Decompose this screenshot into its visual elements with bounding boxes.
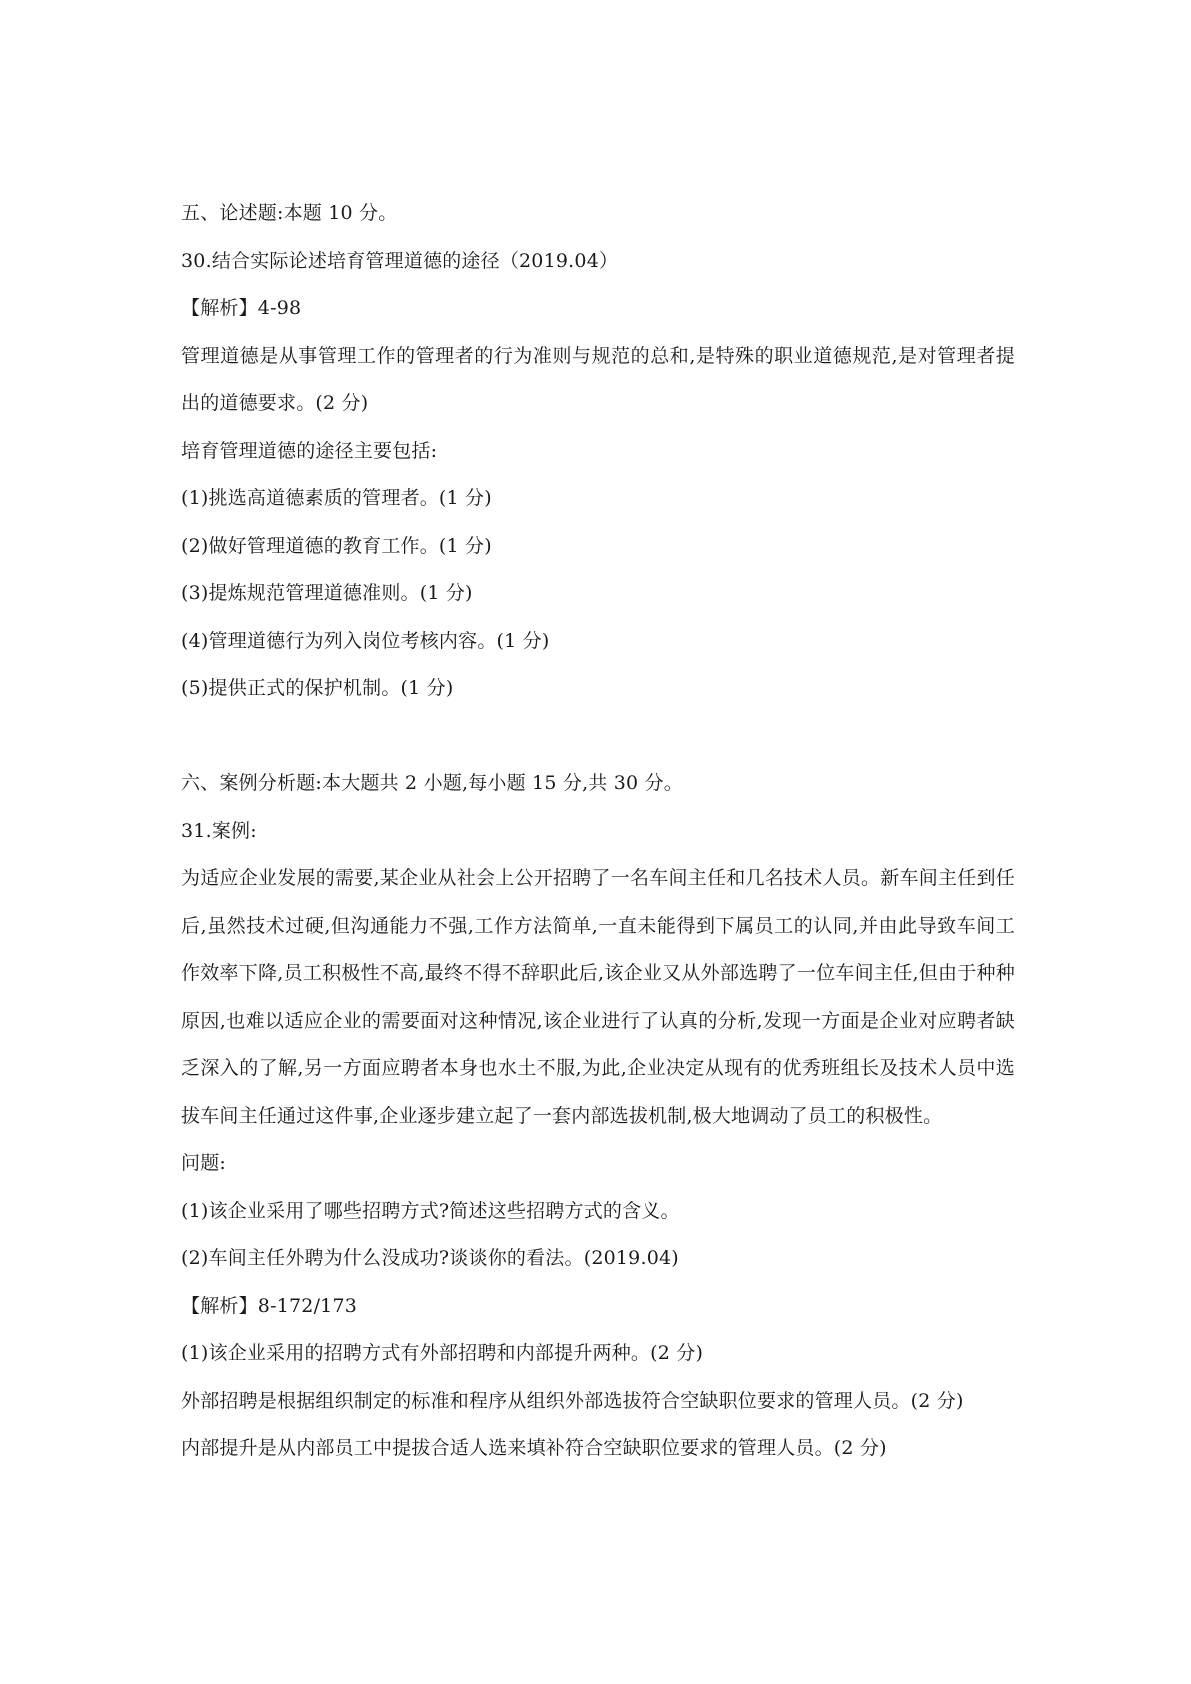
section-heading-case: 六、案例分析题:本大题共 2 小题,每小题 15 分,共 30 分。 bbox=[181, 772, 683, 794]
document-body bbox=[181, 190, 1015, 1473]
section-heading-essay: 五、论述题:本题 10 分。 bbox=[181, 202, 398, 224]
approach-item: (3)提炼规范管理道德准则。(1 分) bbox=[181, 582, 473, 604]
case-question: (2)车间主任外聘为什么没成功?谈谈你的看法。(2019.04) bbox=[181, 1247, 679, 1269]
definition-paragraph: 管理道德是从事管理工作的管理者的行为准则与规范的总和,是特殊的职业道德规范,是对管理者提出的道德要求。(2 分) bbox=[181, 344, 1015, 414]
approach-item: (5)提供正式的保护机制。(1 分) bbox=[181, 677, 454, 699]
questions-label: 问题: bbox=[181, 1152, 227, 1174]
analysis-tag-31: 【解析】8-172/173 bbox=[181, 1294, 358, 1317]
case-paragraph: 为适应企业发展的需要,某企业从社会上公开招聘了一名车间主任和几名技术人员。新车间主任到任后,虽然技术过硬,但沟通能力不强,工作方法简单,一直未能得到下属员工的认同,并由此导致车间工作效率下降,员工积极性不高,最终不得不辞职此后,该企业又从外部选聘了一位车间主任,但由于种种原因,也难以适应企业的需要面对这种情况,该企业进行了认真的分析,发现一方面是企业对应聘者缺乏深入的了解,另一方面应聘者本身也水土不服,为此,企业决定从现有的优秀班组长及技术人员中选拔车间主任通过这件事,企业逐步建立起了一套内部选拔机制,极大地调动了员工的积极性。 bbox=[181, 867, 1015, 1127]
answer-paragraph: 外部招聘是根据组织制定的标准和程序从组织外部选拔符合空缺职位要求的管理人员。(2 分) bbox=[181, 1389, 964, 1412]
analysis-tag-30: 【解析】4-98 bbox=[181, 297, 302, 319]
case-question: (1)该企业采用了哪些招聘方式?简述这些招聘方式的含义。 bbox=[181, 1199, 680, 1222]
answer-paragraph: (1)该企业采用的招聘方式有外部招聘和内部提升两种。(2 分) bbox=[181, 1342, 704, 1364]
answer-paragraph: 内部提升是从内部员工中提拔合适人选来填补符合空缺职位要求的管理人员。(2 分) bbox=[181, 1437, 887, 1459]
question-30: 30.结合实际论述培育管理道德的途径（2019.04） bbox=[181, 249, 619, 272]
approach-item: (2)做好管理道德的教育工作。(1 分) bbox=[181, 534, 492, 557]
approach-item: (4)管理道德行为列入岗位考核内容。(1 分) bbox=[181, 629, 550, 652]
approaches-intro: 培育管理道德的途径主要包括: bbox=[181, 439, 438, 462]
section-spacer bbox=[181, 713, 1015, 761]
approach-item: (1)挑选高道德素质的管理者。(1 分) bbox=[181, 487, 492, 509]
case-label-31: 31.案例: bbox=[181, 819, 257, 842]
